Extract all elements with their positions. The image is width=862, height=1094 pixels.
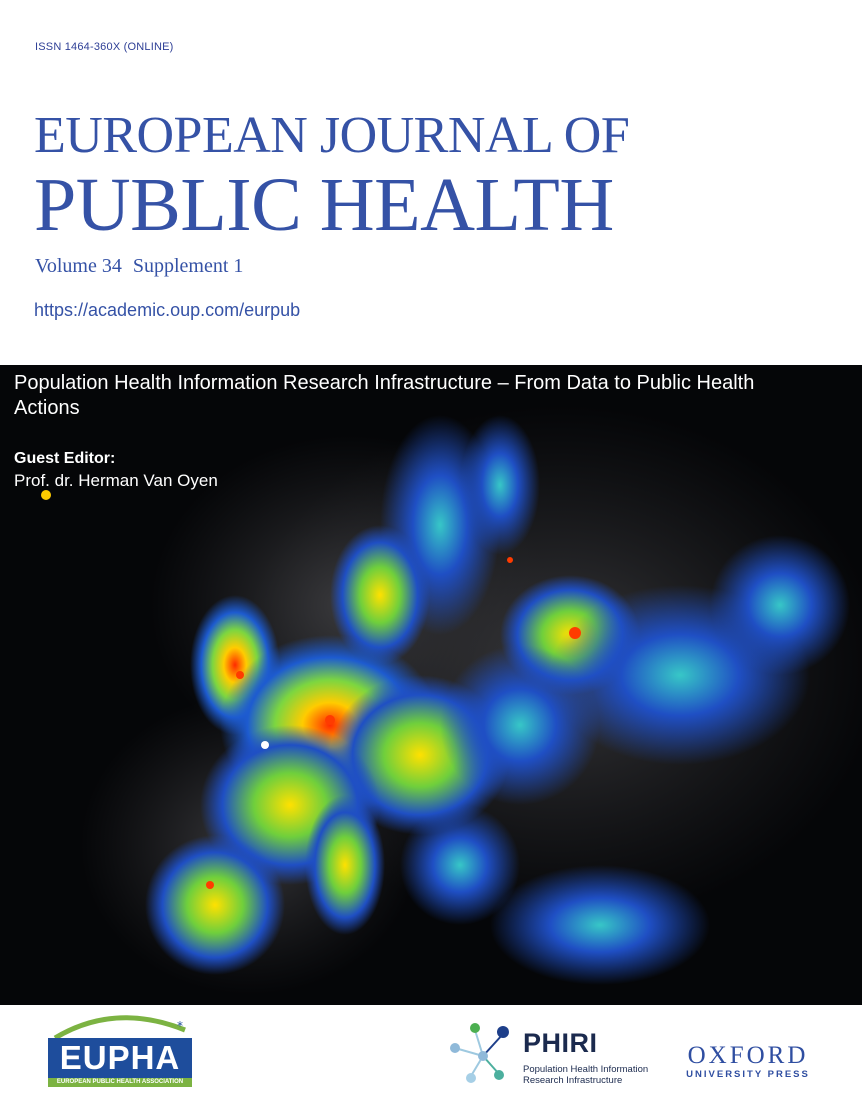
journal-url[interactable]: https://academic.oup.com/eurpub: [34, 300, 301, 320]
eupha-logo: [45, 1008, 195, 1088]
eupha-full-name: EUROPEAN PUBLIC HEALTH ASSOCIATION: [48, 1078, 192, 1087]
oxford-press: UNIVERSITY PRESS: [686, 1069, 810, 1080]
volume-info: [35, 255, 249, 278]
volume-number: Volume 34: [35, 255, 122, 277]
phiri-name: PHIRI: [523, 1028, 598, 1058]
phiri-full-line1: Population Health Information: [523, 1064, 649, 1075]
network-nodes-icon: [445, 1018, 521, 1088]
supplement-title: Population Health Information Research Infrastructure – From Data to Public Health Actions: [14, 372, 755, 419]
supplement-number: Supplement 1: [132, 255, 244, 277]
phiri-full-line2: Research Infrastructure: [523, 1075, 623, 1086]
svg-text:*: *: [177, 1019, 183, 1033]
europe-light-map: [0, 365, 862, 1005]
oxford-name: OXFORD: [687, 1042, 809, 1069]
guest-editor-name: Prof. dr. Herman Van Oyen: [14, 471, 218, 490]
oxford-logo: [683, 1043, 813, 1080]
phiri-logo: [445, 1018, 665, 1088]
guest-editor-label: Guest Editor:: [14, 450, 116, 467]
issn-text: ISSN 1464-360X (ONLINE): [35, 41, 174, 53]
eupha-arc-icon: [45, 1008, 195, 1040]
eupha-name: EUPHA: [48, 1038, 192, 1078]
journal-title-line1: EUROPEAN JOURNAL OF: [34, 107, 630, 164]
europe-night-light-map-icon: [0, 365, 862, 1005]
phiri-full-name: [523, 1064, 648, 1086]
journal-title-line2: PUBLIC HEALTH: [34, 163, 614, 247]
